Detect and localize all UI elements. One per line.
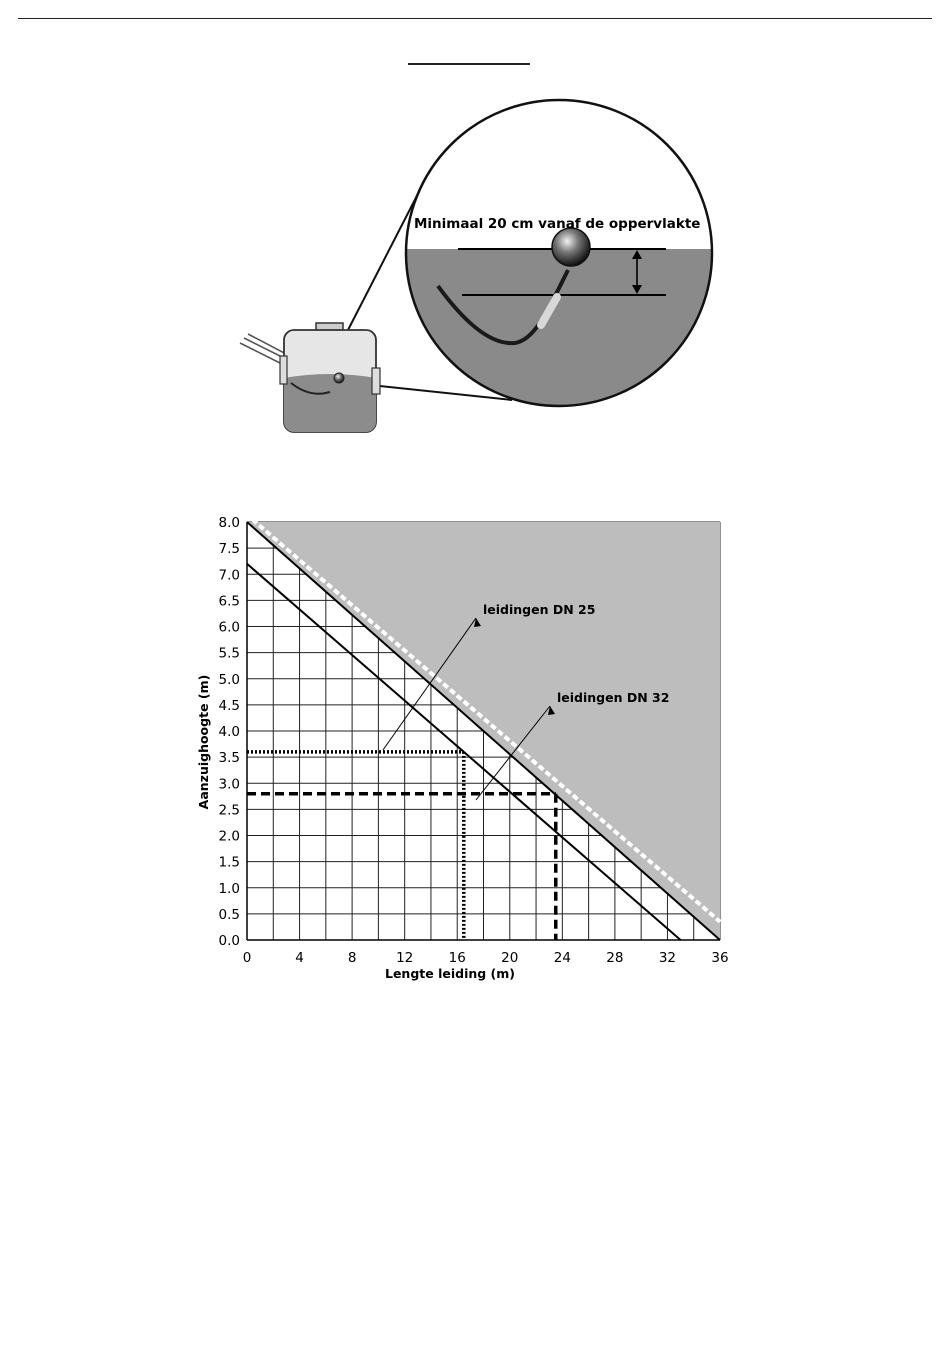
x-tick-label: 4 [295,950,304,966]
x-tick-label: 24 [553,950,571,966]
y-tick-label: 5.5 [218,645,240,662]
y-tick-label: 8.0 [218,515,240,531]
y-tick-label: 7.5 [218,541,240,558]
annotation-label: leidingen DN 25 [483,602,596,617]
y-tick-label: 0.5 [218,906,240,923]
y-tick-label: 5.0 [218,671,240,688]
min-depth-label: Minimaal 20 cm vanaf de oppervlakte [414,216,701,232]
x-tick-label: 0 [242,950,252,966]
y-tick-label: 2.0 [218,828,240,845]
y-tick-label: 1.5 [218,854,240,871]
x-tick-label: 8 [347,950,357,966]
x-tick-label: 16 [448,950,466,966]
y-tick-label: 6.0 [218,619,240,636]
y-tick-label: 0.0 [218,933,240,949]
annotation-label: leidingen DN 32 [557,690,670,705]
x-tick-label: 36 [711,950,729,966]
x-tick-label: 20 [501,950,519,966]
x-axis-label: Lengte leiding (m) [384,966,516,981]
y-tick-label: 4.5 [218,697,240,714]
y-tick-label: 2.5 [218,802,240,819]
y-tick-label: 4.0 [218,724,240,740]
y-tick-label: 3.0 [218,776,240,793]
y-tick-label: 7.0 [218,567,240,584]
y-tick-label: 3.5 [218,750,240,767]
x-tick-label: 32 [658,950,677,966]
x-tick-label: 12 [396,950,414,966]
y-tick-label: 6.5 [218,593,240,610]
y-tick-label: 1.0 [218,880,240,897]
y-axis-label: Aanzuighoogte (m) [196,674,211,810]
x-tick-label: 28 [606,950,624,966]
